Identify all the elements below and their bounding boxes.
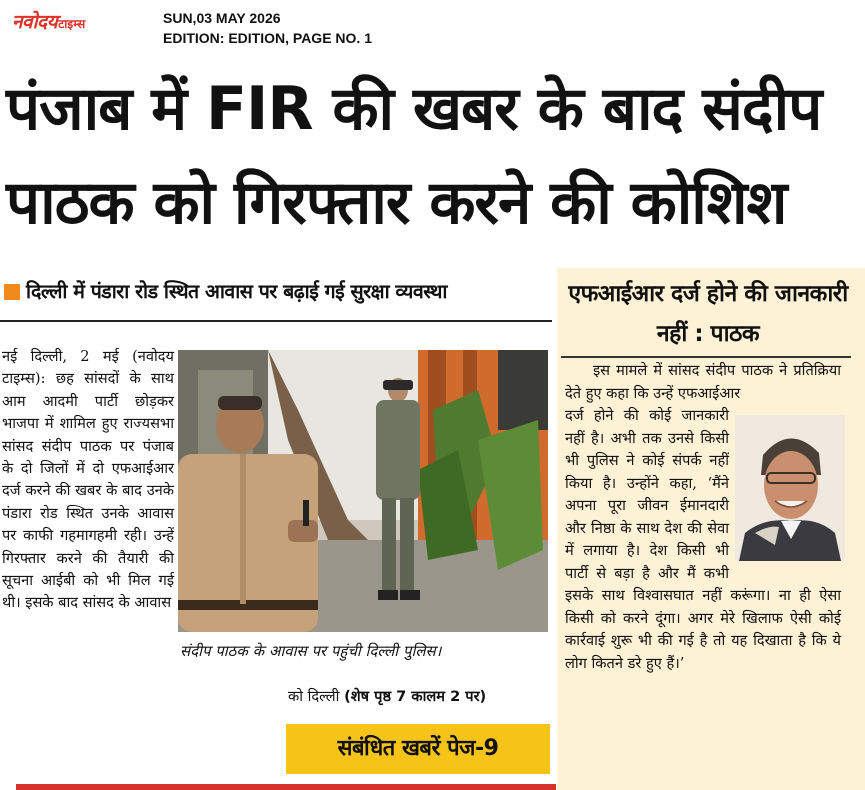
date-line: SUN,03 MAY 2026 [163, 10, 281, 26]
police-at-residence-image [178, 350, 548, 632]
masthead [0, 0, 865, 58]
continuation-note: (शेष पृष्ठ 7 कालम 2 पर) [344, 688, 487, 705]
headline-text [6, 62, 856, 250]
headline-line-1: पंजाब में FIR की खबर के बाद संदीप [6, 74, 822, 144]
sidebar-body [565, 360, 841, 675]
sandeep-pathak-portrait [735, 415, 845, 561]
subheadline [0, 272, 552, 322]
photo-caption: संदीप पाठक के आवास पर पहुंची दिल्ली पुलिस। [180, 642, 442, 660]
edition-info [163, 8, 372, 48]
logo-sub-text: टाइम्स [58, 17, 86, 31]
headline-line-2: पाठक को गिरफ्तार करने की कोशिश [6, 168, 787, 238]
main-story-text: नई दिल्ली, 2 मई (नवोदय टाइम्स): छह सांसदों के साथ आम आदमी पार्टी छोड़कर भाजपा में शामिल हुए राज्यसभा सांसद संदीप पाठक पर पंजाब के दो जिलों में दो एफआईआर दर्ज करने की खबर के बाद उनके पंडारा रोड स्थित उनके आवास पर काफी गहमागहमी रही। उन्हें गिरफ्तार करने की तैयारी की सूचना आईबी को भी मिल गई थी। इसके बाद सांसद के आवास [2, 348, 174, 612]
related-news-label: संबंधित खबरें पेज-9 [337, 736, 499, 761]
edition-line: EDITION: EDITION, PAGE NO. 1 [163, 30, 372, 46]
sidebar-paragraph-1: इस मामले में सांसद संदीप पाठक ने प्रतिक्रिया देते हुए कहा कि उन्हें एफआईआर [565, 362, 841, 402]
main-headline [0, 58, 865, 268]
logo-main-text: नवोदय [12, 11, 58, 33]
sidebar-headline: एफआईआर दर्ज होने की जानकारी नहीं : पाठक [568, 281, 848, 347]
continuation-prefix: को दिल्ली [288, 688, 340, 705]
page-bottom-strip [16, 784, 556, 790]
related-news-box[interactable] [286, 724, 550, 774]
orange-square-bullet-icon [4, 284, 20, 300]
subheadline-text: दिल्ली में पंडारा रोड स्थित आवास पर बढ़ाई गई सुरक्षा व्यवस्था [26, 280, 447, 303]
news-photo [178, 350, 548, 632]
sidebar-story [557, 268, 865, 790]
newspaper-logo [12, 8, 85, 34]
continuation-line [288, 686, 486, 706]
sidebar-divider [561, 356, 851, 358]
portrait-image [735, 415, 845, 561]
sidebar-paragraph-2: दर्ज होने की कोई जानकारी नहीं है। अभी तक उनसे किसी भी पुलिस ने कोई संपर्क नहीं किया है। उन्होंने कहा, ‘मैंने अपना पूरा जीवन ईमानदारी और निष्ठा के साथ देश की सेवा में लगाया है। देश किसी भी पार्टी से बड़ा है और मैं कभी इसके साथ विश्वासघात नहीं करूंगा। ना ही ऐसा किसी को करने दूंगा। अगर मेरे खिलाफ ऐसी कोई कार्रवाई शुरू भी की गई है तो यह दिखाता है कि ये लोग कितने डरे हुए हैं।’ [565, 407, 841, 672]
